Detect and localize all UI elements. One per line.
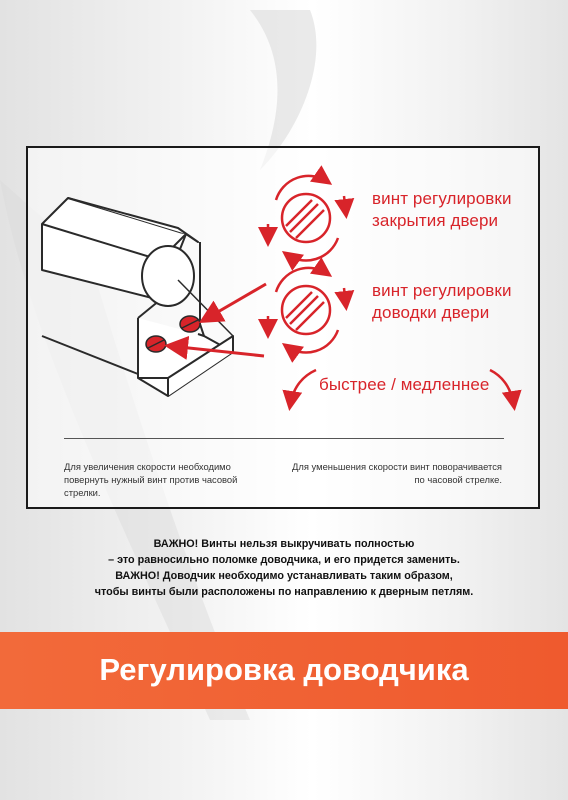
rotate-arrows-icon: [268, 176, 346, 261]
finishing-screw-label: [372, 280, 512, 324]
decrease-speed-note: Для уменьшения скорости винт поворачивается по часовой стрелке.: [292, 461, 502, 485]
closing-screw-label-line: винт регулировки: [372, 189, 512, 208]
finishing-screw-label-line: винт регулировки: [372, 281, 512, 300]
warning-line: ВАЖНО! Доводчик необходимо устанавливать таким образом,: [115, 570, 453, 582]
warning-text: [20, 536, 548, 600]
rotate-arrows-icon: [268, 268, 346, 353]
closing-screw-label-line: закрытия двери: [372, 211, 499, 230]
instruction-panel: [26, 146, 540, 509]
door-closer-body: [42, 198, 233, 396]
warning-line: ВАЖНО! Винты нельзя выкручивать полностью: [153, 538, 415, 550]
finishing-screw-label-line: доводки двери: [372, 303, 490, 322]
warning-line: – это равносильно поломке доводчика, и его придется заменить.: [108, 554, 460, 566]
page-title: Регулировка доводчика: [99, 652, 469, 687]
closing-screw-label: [372, 188, 512, 232]
increase-speed-note: Для увеличения скорости необходимо повернуть нужный винт против часовой стрелки.: [64, 461, 238, 498]
speed-label: быстрее / медленнее: [319, 375, 490, 394]
title-banner: [0, 632, 568, 709]
warning-line: чтобы винты были расположены по направлению к дверным петлям.: [94, 586, 474, 598]
divider: [64, 438, 504, 439]
